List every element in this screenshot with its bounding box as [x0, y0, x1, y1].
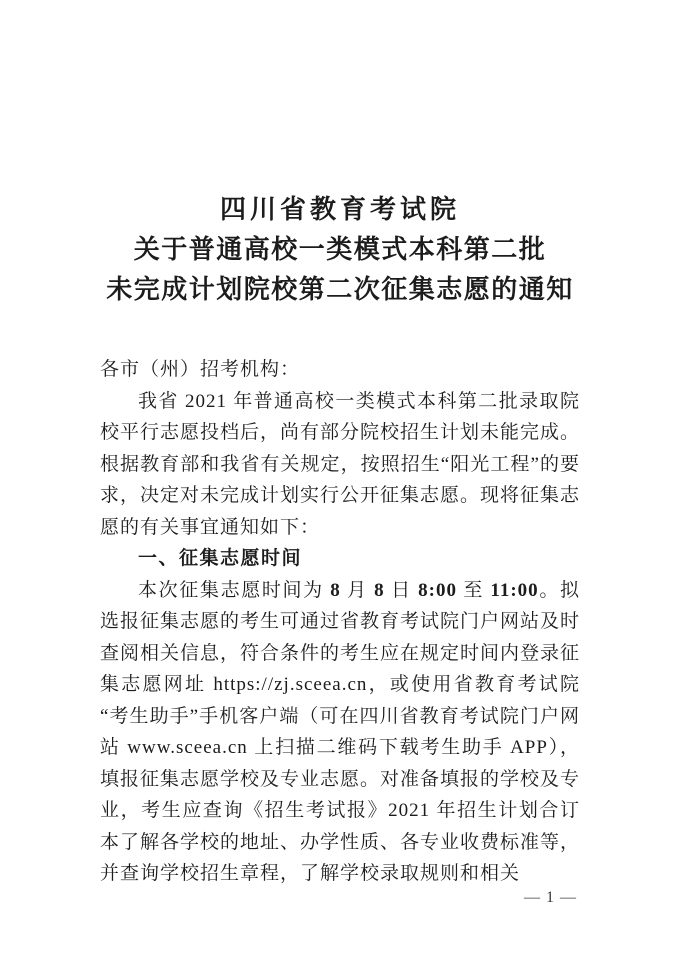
page-number: — 1 — [524, 889, 577, 906]
body-text-segment: 日 [384, 579, 419, 601]
emphasized-datetime-text: 11:00 [490, 579, 539, 601]
emphasized-datetime-text: 8 [374, 579, 385, 601]
title-line-subject-2: 未完成计划院校第二次征集志愿的通知 [106, 275, 574, 304]
title-line-issuer: 四川省教育考试院 [219, 195, 460, 224]
section-heading-volunteer-time: 一、征集志愿时间 [138, 548, 303, 569]
body-text-segment: 至 [456, 579, 491, 601]
salutation: 各市（州）招考机构： [100, 359, 301, 380]
body-text-segment: 本次征集志愿时间为 [138, 579, 331, 601]
paragraph-introduction: 我省 2021 年普通高校一类模式本科第二批录取院校平行志愿投档后，尚有部分院校招生计划未能完成。根据教育部和我省有关规定，按照招生“阳光工程”的要求，决定对未完成计划实行公开征集志愿。现将征集志愿的有关事宜通知如下： [100, 390, 581, 538]
title-line-subject-1: 关于普通高校一类模式本科第二批 [133, 235, 547, 264]
emphasized-datetime-text: 8 [330, 579, 341, 601]
document-title [0, 0, 680, 310]
document-body [100, 354, 580, 890]
paragraph-volunteer-details [100, 575, 580, 890]
body-text-segment: 月 [340, 579, 375, 601]
body-text-segment: 。拟选报征集志愿的考生可通过省教育考试院门户网站及时查阅相关信息，符合条件的考生应在规定时间内登录征集志愿网址 https://zj.sceea.cn，或使用省教育考试院“考生助手”手机客户端（可在四川省教育考试院门户网站 www.sceea.cn 上扫描二维码下载考生助手 APP），填报征集志愿学校及专业志愿。对准备填报的学校及专业，考生应查询《招生考试报》2021 年招生计划合订本了解各学校的地址、办学性质、各专业收费标准等，并查询学校招生章程，了解学校录取规则和相关 [100, 579, 581, 884]
emphasized-datetime-text: 8:00 [418, 579, 457, 601]
